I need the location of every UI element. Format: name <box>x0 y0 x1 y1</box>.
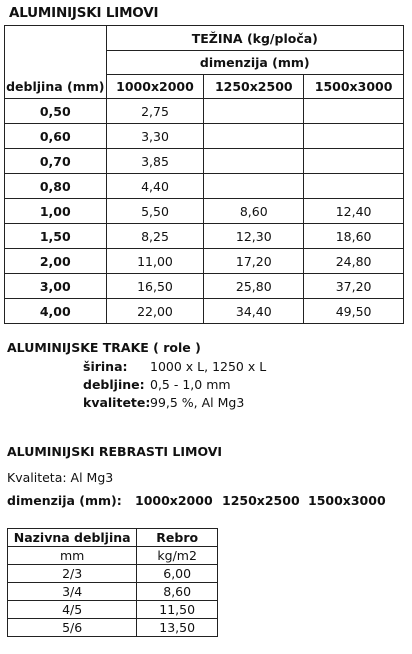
kvaliteta-text: Kvaliteta: Al Mg3 <box>7 470 114 485</box>
rebrasti-title: ALUMINIJSKI REBRASTI LIMOVI <box>7 444 223 459</box>
table-row <box>5 149 404 174</box>
debljina-cell: 0,60 <box>5 124 107 149</box>
weight-1000x2000-cell: 22,00 <box>106 299 204 324</box>
weight-1000x2000-cell: 16,50 <box>106 274 204 299</box>
nazivna-debljina-cell: 2/3 <box>8 565 137 583</box>
table-row <box>5 224 404 249</box>
table-row <box>8 619 218 637</box>
rebro-cell: 8,60 <box>137 583 218 601</box>
weight-1000x2000-cell: 2,75 <box>106 99 204 124</box>
weight-1500x3000-cell <box>304 99 404 124</box>
rebrasti-table <box>7 528 218 637</box>
debljine-value: 0,5 - 1,0 mm <box>150 377 231 392</box>
weight-1000x2000-cell: 11,00 <box>106 249 204 274</box>
table-row <box>5 124 404 149</box>
unit-mm: mm <box>8 547 137 565</box>
rebrasti-dimenzija-1500x3000: 1500x3000 <box>308 493 386 508</box>
weight-1250x2500-cell <box>204 124 304 149</box>
weight-1000x2000-cell: 3,30 <box>106 124 204 149</box>
column-header-1500x3000: 1500x3000 <box>304 75 404 99</box>
debljina-cell: 0,70 <box>5 149 107 174</box>
unit-kg-m2: kg/m2 <box>137 547 218 565</box>
weight-1000x2000-cell: 4,40 <box>106 174 204 199</box>
table-row <box>5 274 404 299</box>
weight-1250x2500-cell: 34,40 <box>204 299 304 324</box>
table-row <box>5 299 404 324</box>
sirina-value: 1000 x L, 1250 x L <box>150 359 267 374</box>
table-row <box>5 249 404 274</box>
weight-1250x2500-cell <box>204 174 304 199</box>
trake-title: ALUMINIJSKE TRAKE ( role ) <box>7 340 201 355</box>
weight-1500x3000-cell: 24,80 <box>304 249 404 274</box>
debljine-label: debljine: <box>83 377 145 392</box>
debljina-header-label: debljina (mm) <box>6 79 105 94</box>
limovi-title: ALUMINIJSKI LIMOVI <box>9 5 159 21</box>
dimenzija-label: dimenzija (mm): <box>7 493 122 508</box>
rebrasti-dimenzija-1000x2000: 1000x2000 <box>135 493 213 508</box>
weight-1500x3000-cell <box>304 174 404 199</box>
rebro-cell: 11,50 <box>137 601 218 619</box>
nazivna-debljina-cell: 4/5 <box>8 601 137 619</box>
weight-1000x2000-cell: 3,85 <box>106 149 204 174</box>
sirina-label: širina: <box>83 359 128 374</box>
debljina-cell: 0,80 <box>5 174 107 199</box>
kvalitete-value: 99,5 %, Al Mg3 <box>150 395 245 410</box>
weight-1000x2000-cell: 8,25 <box>106 224 204 249</box>
tezina-header: TEŽINA (kg/ploča) <box>106 26 403 51</box>
table-row <box>5 99 404 124</box>
table-row <box>8 583 218 601</box>
weight-1250x2500-cell: 25,80 <box>204 274 304 299</box>
debljina-cell: 0,50 <box>5 99 107 124</box>
table-row <box>8 601 218 619</box>
column-header-1250x2500: 1250x2500 <box>204 75 304 99</box>
rebrasti-dimenzija-1250x2500: 1250x2500 <box>222 493 300 508</box>
rebro-header: Rebro <box>137 529 218 547</box>
weight-1250x2500-cell: 12,30 <box>204 224 304 249</box>
weight-1500x3000-cell: 18,60 <box>304 224 404 249</box>
debljina-cell: 1,50 <box>5 224 107 249</box>
weight-1250x2500-cell <box>204 99 304 124</box>
debljina-cell: 3,00 <box>5 274 107 299</box>
weight-1500x3000-cell: 49,50 <box>304 299 404 324</box>
debljina-cell: 4,00 <box>5 299 107 324</box>
table-row <box>5 174 404 199</box>
table-row <box>5 199 404 224</box>
weight-1500x3000-cell: 12,40 <box>304 199 404 224</box>
debljina-cell: 2,00 <box>5 249 107 274</box>
limovi-weight-table <box>4 25 404 324</box>
weight-1500x3000-cell <box>304 124 404 149</box>
weight-1250x2500-cell <box>204 149 304 174</box>
debljina-cell: 1,00 <box>5 199 107 224</box>
rebro-cell: 6,00 <box>137 565 218 583</box>
nazivna-debljina-header: Nazivna debljina <box>8 529 137 547</box>
weight-1500x3000-cell: 37,20 <box>304 274 404 299</box>
weight-1000x2000-cell: 5,50 <box>106 199 204 224</box>
weight-1250x2500-cell: 17,20 <box>204 249 304 274</box>
dimenzija-header: dimenzija (mm) <box>106 51 403 75</box>
rebro-cell: 13,50 <box>137 619 218 637</box>
nazivna-debljina-cell: 3/4 <box>8 583 137 601</box>
weight-1500x3000-cell <box>304 149 404 174</box>
nazivna-debljina-cell: 5/6 <box>8 619 137 637</box>
weight-1250x2500-cell: 8,60 <box>204 199 304 224</box>
debljina-header <box>5 26 107 99</box>
table-row <box>8 565 218 583</box>
kvalitete-label: kvalitete: <box>83 395 151 410</box>
column-header-1000x2000: 1000x2000 <box>106 75 204 99</box>
